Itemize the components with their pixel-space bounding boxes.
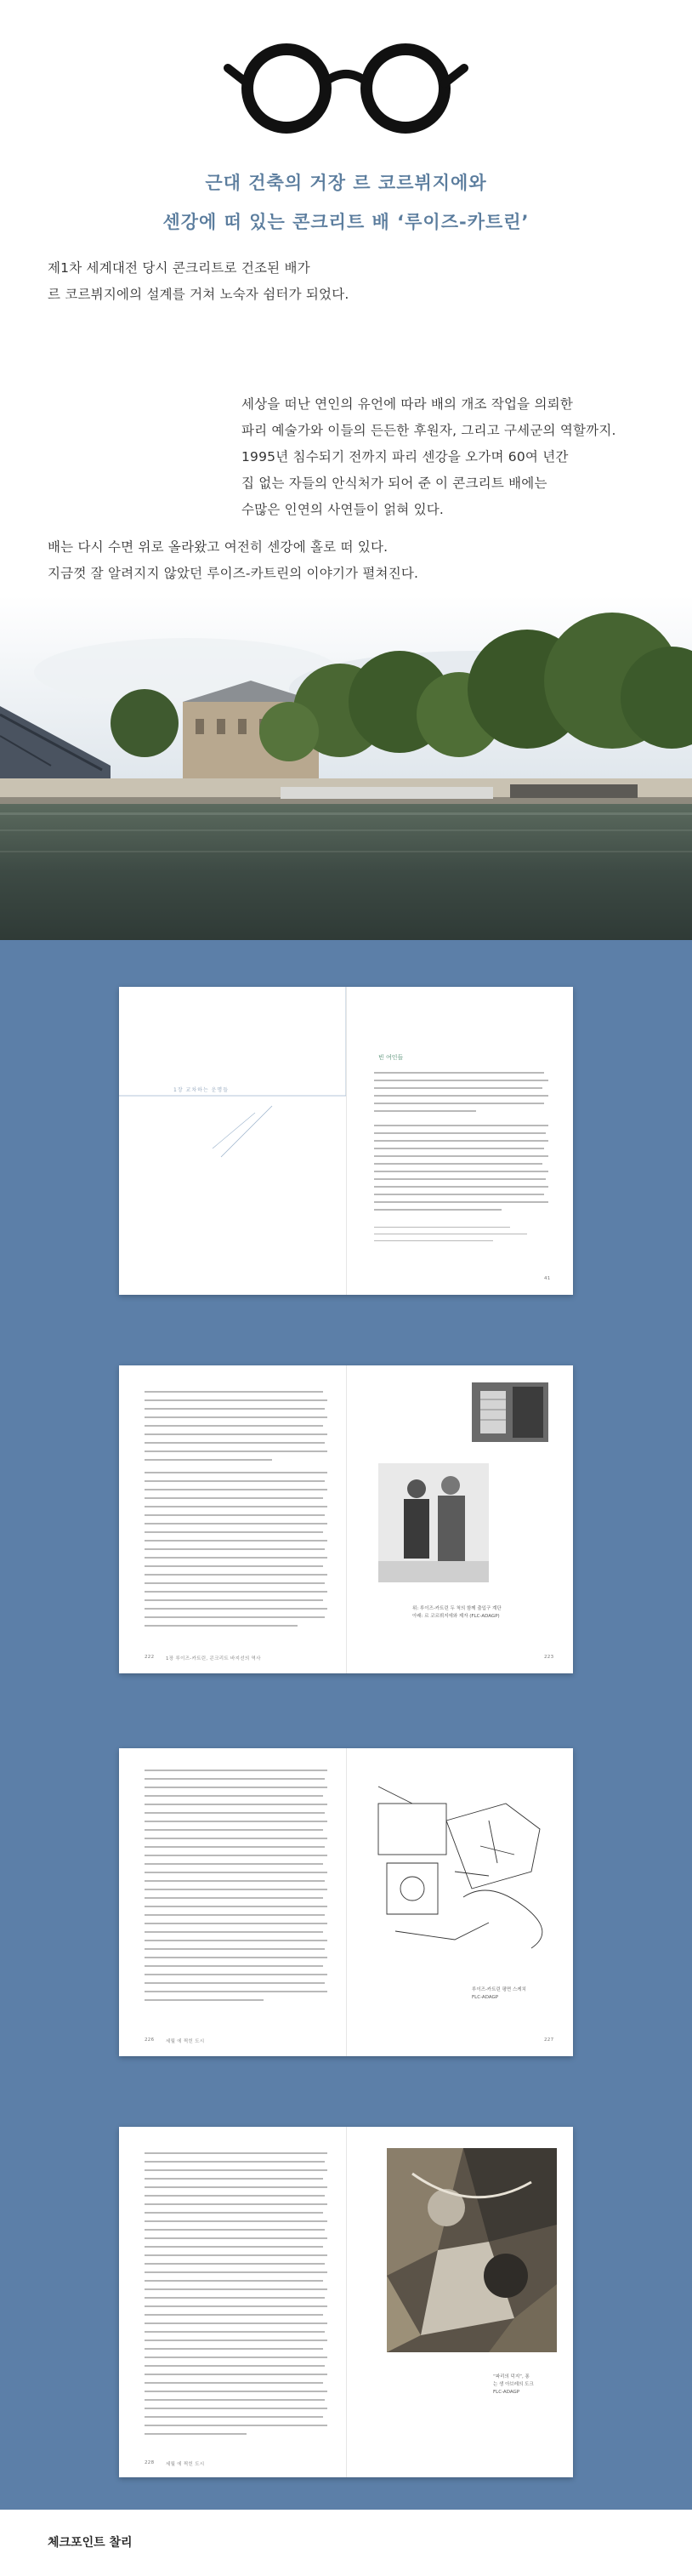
headline: [0, 163, 692, 242]
archive-photo-stairs: [472, 1382, 548, 1442]
page-number-right: 223: [544, 1655, 554, 1660]
page-number-left: 228: [145, 2460, 155, 2465]
text-line: 파리 예술가와 이들의 든든한 후원자, 그리고 구세군의 역할까지.: [241, 423, 616, 438]
painting-caption: [493, 2374, 561, 2396]
headline-line-1: 근대 건축의 거장 르 코르뷔지에와: [205, 173, 487, 193]
sketch-caption: [472, 1986, 557, 2002]
page-number-left: 222: [145, 1655, 155, 1660]
book-spread-3: [119, 1748, 573, 2056]
page-number-left: 226: [145, 2037, 155, 2043]
publisher-name: 체크포인트 찰리: [48, 2536, 133, 2550]
archive-photo-portrait: [378, 1463, 489, 1582]
chapter-label: 1장 교차하는 운명들: [173, 1087, 230, 1093]
text-line: 지금껏 잘 알려지지 않았던 루이즈-카트린의 이야기가 펼쳐진다.: [48, 566, 419, 581]
running-header-left: 세월 에 찍힌 도시: [166, 2039, 205, 2044]
caption-line: FLC-ADAGP: [472, 1995, 499, 2000]
architectural-sketch: [361, 1770, 557, 1965]
text-line: 집 없는 자들의 안식처가 되어 준 이 콘크리트 배에는: [241, 476, 547, 491]
caption-line: 아래: 르 코르뷔지에와 제자 (FLC-ADAGP): [412, 1614, 500, 1619]
footer: [0, 2510, 692, 2576]
text-line: 세상을 떠난 연인의 유언에 따라 배의 개조 작업을 의뢰한: [241, 396, 573, 412]
text-line: 제1차 세계대전 당시 콘크리트로 건조된 배가: [48, 260, 310, 276]
headline-line-2: 센강에 떠 있는 콘크리트 배 ‘루이즈-카트린’: [162, 212, 530, 232]
chapter-decoration: [119, 987, 346, 1295]
text-line: 수많은 인연의 사연들이 얽혀 있다.: [241, 502, 445, 517]
hero-section: [0, 0, 692, 940]
caption-line: 는 생 아브레의 도크: [493, 2382, 534, 2387]
seine-river-photo: [0, 596, 692, 940]
photo-caption: [412, 1605, 557, 1621]
page-spine: [346, 1365, 347, 1673]
page-number-right: 227: [544, 2037, 554, 2043]
page-spine: [346, 1748, 347, 2056]
running-header-left: 1장 루이즈-카트린, 콘크리트 바지선의 역사: [166, 1656, 261, 1661]
caption-line: 루이즈-카트린 평면 스케치: [472, 1987, 526, 1992]
book-spread-4: [119, 2127, 573, 2477]
round-glasses-icon: [223, 34, 469, 136]
chapter-opener-page: [119, 987, 346, 1295]
section-title: 빈 여인들: [378, 1054, 404, 1061]
text-line: 르 코르뷔지에의 설계를 거쳐 노숙자 쉼터가 되었다.: [48, 287, 349, 302]
running-header-left: 세월 에 찍힌 도시: [166, 2462, 205, 2467]
caption-line: FLC-ADAGP: [493, 2390, 520, 2395]
intro-paragraph-1: [48, 255, 558, 308]
page-spine: [346, 2127, 347, 2477]
page-number: 41: [544, 1276, 551, 1281]
book-spread-2: [119, 1365, 573, 1673]
caption-line: 위: 루이즈-카트린 두 척의 함께 출입구 계단: [412, 1606, 502, 1611]
text-line: 1995년 침수되기 전까지 파리 센강을 오가며 60여 년간: [241, 449, 569, 464]
caption-line: “파리의 덕지”, 퐁: [493, 2374, 530, 2379]
page-spine: [346, 987, 347, 1295]
book-spread-1: [119, 987, 573, 1295]
cubist-painting: [387, 2148, 557, 2352]
text-line: 배는 다시 수면 위로 올라왔고 여전히 센강에 홀로 떠 있다.: [48, 539, 389, 555]
river-illustration: [0, 596, 692, 940]
intro-paragraph-3: [48, 534, 643, 587]
intro-paragraph-2: [241, 391, 683, 523]
